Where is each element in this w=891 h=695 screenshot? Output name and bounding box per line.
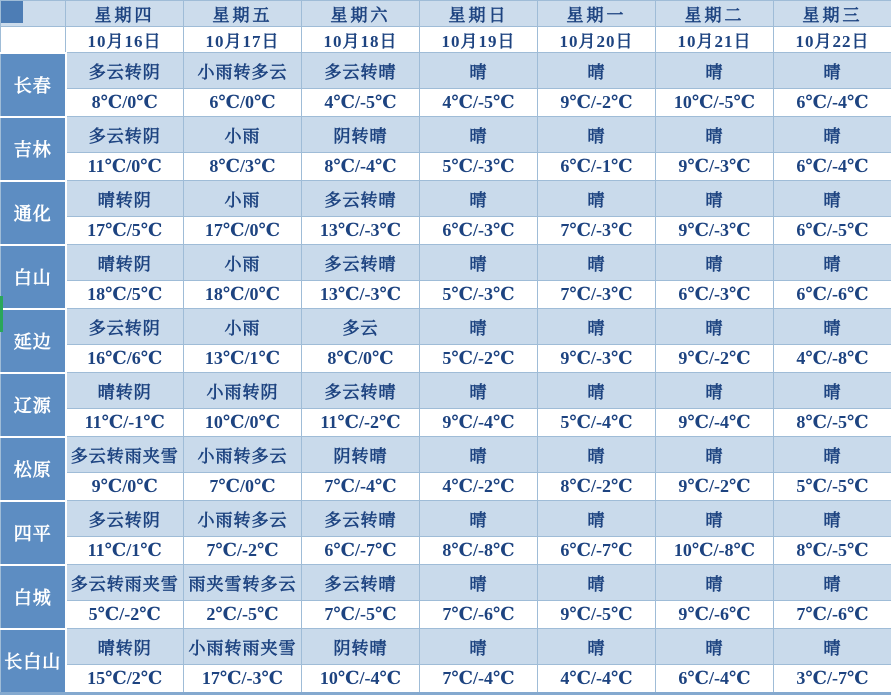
date-header: 10月17日 (184, 27, 302, 53)
weather-cell: 多云转雨夹雪 (66, 565, 184, 601)
weather-cell: 晴 (656, 565, 774, 601)
temp-cell: 11℃/-2℃ (302, 409, 420, 437)
weekday-header: 星期四 (66, 1, 184, 27)
temp-cell: 13℃/1℃ (184, 345, 302, 373)
temp-cell: 10℃/-5℃ (656, 89, 774, 117)
temp-cell: 18℃/5℃ (66, 281, 184, 309)
city-temp-row (1, 473, 891, 501)
weather-cell: 小雨转阴 (184, 373, 302, 409)
date-header: 10月21日 (656, 27, 774, 53)
weekday-header: 星期六 (302, 1, 420, 27)
weather-cell: 多云转阴 (66, 117, 184, 153)
left-edge-green-sliver (0, 296, 3, 332)
temp-cell: 6℃/-4℃ (774, 153, 891, 181)
weather-cell: 晴 (656, 437, 774, 473)
temp-cell: 8℃/-5℃ (774, 537, 891, 565)
temp-cell: 13℃/-3℃ (302, 217, 420, 245)
date-header: 10月18日 (302, 27, 420, 53)
weather-cell: 小雨转多云 (184, 437, 302, 473)
corner-cell (1, 1, 66, 27)
temp-cell: 7℃/-6℃ (420, 601, 538, 629)
temp-cell: 4℃/-8℃ (774, 345, 891, 373)
city-weather-row (1, 629, 891, 665)
weather-cell: 多云 (302, 309, 420, 345)
temp-cell: 16℃/6℃ (66, 345, 184, 373)
temp-cell: 7℃/-4℃ (420, 665, 538, 694)
weather-cell: 小雨 (184, 181, 302, 217)
city-temp-row (1, 345, 891, 373)
weekday-header: 星期三 (774, 1, 891, 27)
weather-cell: 阴转晴 (302, 117, 420, 153)
temp-cell: 9℃/-2℃ (538, 89, 656, 117)
temp-cell: 6℃/0℃ (184, 89, 302, 117)
temp-cell: 4℃/-4℃ (538, 665, 656, 694)
date-header: 10月16日 (66, 27, 184, 53)
weather-cell: 晴 (774, 373, 891, 409)
weather-cell: 晴 (774, 437, 891, 473)
temp-cell: 8℃/-4℃ (302, 153, 420, 181)
city-label: 延边 (1, 309, 66, 373)
temp-cell: 8℃/3℃ (184, 153, 302, 181)
city-temp-row (1, 153, 891, 181)
temp-cell: 6℃/-4℃ (656, 665, 774, 694)
weather-cell: 晴转阴 (66, 373, 184, 409)
corner-accent-square (1, 1, 23, 23)
temp-cell: 2℃/-5℃ (184, 601, 302, 629)
city-temp-row (1, 89, 891, 117)
weekday-row (1, 1, 891, 27)
weather-cell: 晴 (774, 309, 891, 345)
weather-cell: 多云转阴 (66, 501, 184, 537)
date-header: 10月19日 (420, 27, 538, 53)
temp-cell: 15℃/2℃ (66, 665, 184, 694)
weather-cell: 晴转阴 (66, 629, 184, 665)
weather-cell: 雨夹雪转多云 (184, 565, 302, 601)
temp-cell: 6℃/-4℃ (774, 89, 891, 117)
weather-cell: 小雨转雨夹雪 (184, 629, 302, 665)
city-temp-row (1, 281, 891, 309)
weather-cell: 晴 (538, 53, 656, 89)
city-weather-row (1, 437, 891, 473)
weather-cell: 晴 (656, 501, 774, 537)
weather-cell: 多云转雨夹雪 (66, 437, 184, 473)
city-temp-row (1, 217, 891, 245)
city-label: 长春 (1, 53, 66, 117)
city-label: 四平 (1, 501, 66, 565)
weather-cell: 多云转晴 (302, 181, 420, 217)
weather-cell: 晴 (774, 501, 891, 537)
date-header: 10月20日 (538, 27, 656, 53)
weather-cell: 晴 (656, 245, 774, 281)
temp-cell: 6℃/-1℃ (538, 153, 656, 181)
temp-cell: 10℃/0℃ (184, 409, 302, 437)
temp-cell: 9℃/-2℃ (656, 473, 774, 501)
temp-cell: 7℃/-2℃ (184, 537, 302, 565)
temp-cell: 6℃/-7℃ (538, 537, 656, 565)
weather-cell: 晴 (420, 373, 538, 409)
weather-cell: 晴 (420, 53, 538, 89)
temp-cell: 8℃/0℃ (302, 345, 420, 373)
weather-cell: 晴 (656, 373, 774, 409)
city-weather-row (1, 245, 891, 281)
temp-cell: 7℃/-5℃ (302, 601, 420, 629)
temp-cell: 17℃/5℃ (66, 217, 184, 245)
weather-cell: 小雨 (184, 117, 302, 153)
temp-cell: 9℃/-4℃ (420, 409, 538, 437)
temp-cell: 8℃/0℃ (66, 89, 184, 117)
temp-cell: 9℃/-5℃ (538, 601, 656, 629)
weather-cell: 晴 (538, 181, 656, 217)
temp-cell: 5℃/-3℃ (420, 153, 538, 181)
weather-cell: 阴转晴 (302, 629, 420, 665)
weather-cell: 晴 (774, 53, 891, 89)
weather-cell: 阴转晴 (302, 437, 420, 473)
weather-cell: 小雨 (184, 245, 302, 281)
weekday-header: 星期二 (656, 1, 774, 27)
weather-cell: 多云转阴 (66, 309, 184, 345)
temp-cell: 7℃/0℃ (184, 473, 302, 501)
temp-cell: 7℃/-3℃ (538, 281, 656, 309)
temp-cell: 3℃/-7℃ (774, 665, 891, 694)
temp-cell: 7℃/-6℃ (774, 601, 891, 629)
temp-cell: 11℃/-1℃ (66, 409, 184, 437)
temp-cell: 10℃/-8℃ (656, 537, 774, 565)
weather-cell: 晴 (656, 309, 774, 345)
city-label: 通化 (1, 181, 66, 245)
city-temp-row (1, 665, 891, 694)
weekday-header: 星期一 (538, 1, 656, 27)
temp-cell: 9℃/-3℃ (656, 153, 774, 181)
temp-cell: 6℃/-7℃ (302, 537, 420, 565)
temp-cell: 5℃/-3℃ (420, 281, 538, 309)
weather-cell: 小雨转多云 (184, 501, 302, 537)
city-weather-row (1, 53, 891, 89)
weather-cell: 小雨转多云 (184, 53, 302, 89)
weather-cell: 多云转晴 (302, 501, 420, 537)
weather-cell: 晴 (656, 181, 774, 217)
weather-cell: 晴 (538, 245, 656, 281)
weather-cell: 多云转晴 (302, 565, 420, 601)
weather-cell: 晴 (538, 437, 656, 473)
city-weather-row (1, 309, 891, 345)
temp-cell: 9℃/-3℃ (656, 217, 774, 245)
weather-cell: 晴转阴 (66, 181, 184, 217)
temp-cell: 13℃/-3℃ (302, 281, 420, 309)
temp-cell: 9℃/-3℃ (538, 345, 656, 373)
city-temp-row (1, 601, 891, 629)
temp-cell: 5℃/-2℃ (66, 601, 184, 629)
weather-cell: 晴 (656, 117, 774, 153)
weather-cell: 晴 (774, 629, 891, 665)
weather-cell: 多云转晴 (302, 373, 420, 409)
weather-cell: 多云转晴 (302, 245, 420, 281)
date-header: 10月22日 (774, 27, 891, 53)
weather-cell: 晴 (774, 245, 891, 281)
weather-cell: 小雨 (184, 309, 302, 345)
city-temp-row (1, 409, 891, 437)
weather-cell: 晴 (656, 53, 774, 89)
weather-cell: 晴 (420, 565, 538, 601)
weekday-header: 星期日 (420, 1, 538, 27)
city-label: 长白山 (1, 629, 66, 694)
date-row (1, 27, 891, 53)
temp-cell: 7℃/-3℃ (538, 217, 656, 245)
temp-cell: 6℃/-3℃ (420, 217, 538, 245)
city-temp-row (1, 537, 891, 565)
temp-cell: 11℃/0℃ (66, 153, 184, 181)
city-label: 辽源 (1, 373, 66, 437)
temp-cell: 8℃/-8℃ (420, 537, 538, 565)
temp-cell: 4℃/-5℃ (420, 89, 538, 117)
city-weather-row (1, 373, 891, 409)
corner-cell-date (1, 27, 66, 53)
temp-cell: 6℃/-5℃ (774, 217, 891, 245)
temp-cell: 6℃/-3℃ (656, 281, 774, 309)
weather-cell: 晴 (538, 309, 656, 345)
city-weather-row (1, 117, 891, 153)
weather-cell: 晴 (420, 437, 538, 473)
weather-cell: 晴 (538, 629, 656, 665)
weather-cell: 晴 (774, 117, 891, 153)
weather-cell: 晴 (538, 117, 656, 153)
weather-cell: 晴 (656, 629, 774, 665)
temp-cell: 17℃/-3℃ (184, 665, 302, 694)
weather-cell: 多云转阴 (66, 53, 184, 89)
weekday-header: 星期五 (184, 1, 302, 27)
temp-cell: 9℃/-4℃ (656, 409, 774, 437)
city-label: 吉林 (1, 117, 66, 181)
weather-cell: 晴 (420, 309, 538, 345)
temp-cell: 5℃/-4℃ (538, 409, 656, 437)
temp-cell: 5℃/-2℃ (420, 345, 538, 373)
city-weather-row (1, 181, 891, 217)
temp-cell: 8℃/-2℃ (538, 473, 656, 501)
temp-cell: 6℃/-6℃ (774, 281, 891, 309)
temp-cell: 4℃/-2℃ (420, 473, 538, 501)
temp-cell: 7℃/-4℃ (302, 473, 420, 501)
weather-cell: 晴 (774, 565, 891, 601)
temp-cell: 9℃/-2℃ (656, 345, 774, 373)
city-label: 松原 (1, 437, 66, 501)
temp-cell: 8℃/-5℃ (774, 409, 891, 437)
temp-cell: 10℃/-4℃ (302, 665, 420, 694)
weather-cell: 晴 (538, 373, 656, 409)
temp-cell: 11℃/1℃ (66, 537, 184, 565)
temp-cell: 9℃/-6℃ (656, 601, 774, 629)
city-weather-row (1, 501, 891, 537)
temp-cell: 18℃/0℃ (184, 281, 302, 309)
weather-cell: 晴 (538, 565, 656, 601)
weather-cell: 晴 (774, 181, 891, 217)
temp-cell: 17℃/0℃ (184, 217, 302, 245)
weather-cell: 晴 (538, 501, 656, 537)
city-label: 白山 (1, 245, 66, 309)
weather-cell: 晴 (420, 181, 538, 217)
weather-cell: 晴 (420, 117, 538, 153)
city-weather-row (1, 565, 891, 601)
temp-cell: 9℃/0℃ (66, 473, 184, 501)
weather-cell: 晴 (420, 501, 538, 537)
temp-cell: 4℃/-5℃ (302, 89, 420, 117)
weather-cell: 晴 (420, 245, 538, 281)
temp-cell: 5℃/-5℃ (774, 473, 891, 501)
weather-cell: 晴 (420, 629, 538, 665)
city-label: 白城 (1, 565, 66, 629)
weather-cell: 晴转阴 (66, 245, 184, 281)
weather-cell: 多云转晴 (302, 53, 420, 89)
